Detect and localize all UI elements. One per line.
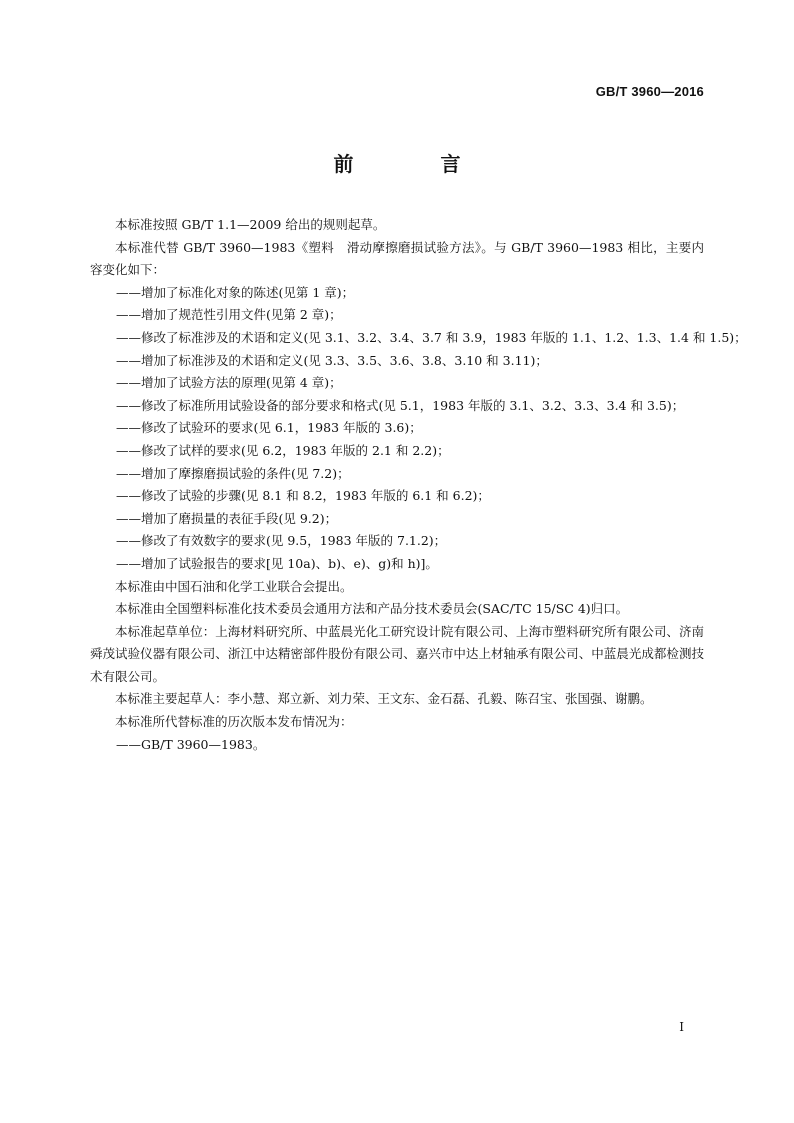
list-item: ——增加了试验方法的原理(见第 4 章)；	[116, 375, 342, 391]
list-item: ——修改了标准涉及的术语和定义(见 3.1、3.2、3.4、3.7 和 3.9，1983 年版的 1.1、1.2、1.3、1.4 和 1.5)；	[116, 329, 747, 345]
foreword-body	[90, 214, 747, 756]
list-item: ——增加了试验报告的要求[见 10a)、b)、e)、g)和 h)]。	[116, 555, 438, 571]
list-item: ——增加了标准涉及的术语和定义(见 3.3、3.5、3.6、3.8、3.10 和 3.11)；	[116, 352, 548, 368]
paragraph-committee: 本标准由全国塑料标准化技术委员会通用方法和产品分技术委员会(SAC/TC 15/SC 4)归口。	[115, 601, 629, 617]
list-item-history: ——GB/T 3960—1983。	[116, 736, 266, 752]
list-item: ——修改了试样的要求(见 6.2，1983 年版的 2.1 和 2.2)；	[116, 442, 450, 458]
paragraph-replacement: 本标准代替 GB/T 3960—1983《塑料 滑动摩擦磨损试验方法》。与 GB/T 3960—1983 相比，主要内容变化如下：	[90, 239, 704, 278]
list-item: ——增加了摩擦磨损试验的条件(见 7.2)；	[116, 465, 350, 481]
list-item: ——增加了规范性引用文件(见第 2 章)；	[116, 307, 342, 323]
list-item: ——增加了磨损量的表征手段(见 9.2)；	[116, 510, 338, 526]
list-item: ——修改了标准所用试验设备的部分要求和格式(见 5.1，1983 年版的 3.1、3.2、3.3、3.4 和 3.5)；	[116, 397, 685, 413]
list-item: ——修改了有效数字的要求(见 9.5，1983 年版的 7.1.2)；	[116, 533, 447, 549]
paragraph-drafting-rule: 本标准按照 GB/T 1.1—2009 给出的规则起草。	[115, 217, 386, 232]
paragraph-drafters: 本标准主要起草人：李小慧、郑立新、刘力荣、王文东、金石磊、孔毅、陈召宝、张国强、谢鹏。	[115, 691, 653, 707]
paragraph-history: 本标准所代替标准的历次版本发布情况为：	[115, 714, 353, 730]
list-item: ——增加了标准化对象的陈述(见第 1 章)；	[116, 284, 355, 300]
list-item: ——修改了试验的步骤(见 8.1 和 8.2，1983 年版的 6.1 和 6.2)；	[116, 488, 490, 504]
standard-number: GB/T 3960—2016	[595, 84, 704, 99]
list-item: ——修改了试验环的要求(见 6.1，1983 年版的 3.6)；	[116, 420, 422, 436]
paragraph-proposer: 本标准由中国石油和化学工业联合会提出。	[115, 578, 353, 594]
paragraph-drafting-units: 本标准起草单位：上海材料研究所、中蓝晨光化工研究设计院有限公司、上海市塑料研究所有限公司、济南舜茂试验仪器有限公司、浙江中达精密部件股份有限公司、嘉兴市中达上材轴承有限公司、中蓝晨光成都检测技术有限公司。	[90, 623, 704, 684]
page-title: 前 言	[333, 152, 501, 176]
change-list	[90, 282, 747, 576]
page-number: I	[679, 1020, 684, 1034]
